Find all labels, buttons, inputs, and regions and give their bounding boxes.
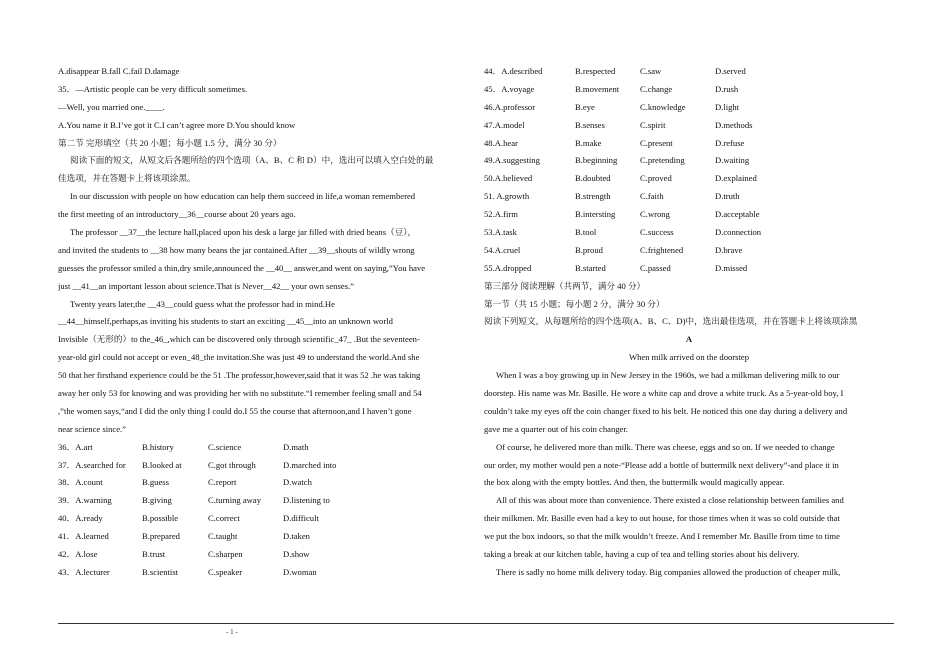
question-option-a: 44．A.described: [484, 66, 543, 76]
passage-line: When I was a boy growing up in New Jersey in the 1960s, we had a milkman delivering milk to our: [496, 370, 840, 381]
option-row: [58, 546, 470, 564]
option-row: [484, 206, 894, 224]
cloze-text-line: ,”the women says,“and I did the only thing I could do.I 55 the course that afternoon,and I haven’t gone: [58, 405, 412, 416]
option-row: [484, 99, 894, 117]
passage-title: When milk arrived on the doorstep: [628, 352, 750, 363]
cloze-text-line: year-old girl could not accept or even_48_the invitation.She was just 49 to understand the world.And she: [58, 352, 420, 363]
passage-line: we put the box indoors, so that the milk wouldn’t freeze. And I remember Mr. Basille from time to time: [484, 531, 840, 542]
right-column: [484, 63, 894, 582]
reading-instructions: 阅读下列短文，从每题所给的四个选项(A、B、C、D)中，选出最佳选项，并在答题卡上将该项涂黑: [484, 316, 858, 327]
question-option-d: D.rush: [715, 83, 739, 94]
passage-line: gave me a quarter out of his coin changer.: [484, 423, 628, 434]
question-option-b: B.strength: [575, 191, 611, 202]
question-option-a: 39．A.warning: [58, 495, 112, 506]
option-row: [58, 510, 470, 528]
cloze-text-line: __44__himself,perhaps,as inviting his students to start an exciting __45__into an unknown world: [58, 316, 393, 327]
question-option-d: D.math: [283, 441, 309, 452]
question-option-d: D.explained: [715, 173, 757, 184]
question-option-d: D.refuse: [715, 137, 745, 148]
option-row: [484, 63, 894, 81]
question-option-a: 40．A.ready: [58, 513, 103, 524]
question-option-b: B.possible: [142, 513, 179, 524]
question-option-a: 55.A.dropped: [484, 262, 532, 273]
question-option-a: 42．A.lose: [58, 549, 98, 560]
left-options-list: [58, 439, 470, 582]
question-option-b: B.make: [575, 137, 602, 148]
cloze-text-line: Invisible（无形的）to the_46_,which can be discovered only through scientific_47_ .But the seventeen-: [58, 334, 420, 345]
question-option-b: B.history: [142, 441, 174, 452]
question-option-c: C.got through: [208, 459, 256, 470]
cloze-instructions-1: 阅读下面的短文，从短文后各题所给的四个选项（A、B、C 和 D）中，选出可以填入空白处的最: [70, 155, 434, 166]
cloze-text-line: the first meeting of an introductory__36__course about 20 years ago.: [58, 209, 296, 220]
passage-line: All of this was about more than convenience. There existed a close relationship between families and: [496, 495, 844, 506]
option-row: [58, 439, 470, 457]
passage-line: the box along with the empty bottles. And then, the buttermilk would magically appear.: [484, 477, 785, 488]
question-option-c: C.wrong: [640, 209, 670, 220]
question-option-d: D.difficult: [283, 513, 319, 524]
cloze-text-line: guesses the professor smiled a thin,dry smile,announced the __40__ answer,and went on saying,”You have: [58, 262, 426, 273]
question-option-d: D.served: [715, 66, 746, 76]
question-option-b: B.respected: [575, 66, 616, 76]
question-option-d: D.watch: [283, 477, 312, 488]
cloze-text-line: Twenty years later,the __43__could guess what the professor had in mind.He: [70, 298, 335, 309]
cloze-text-line: just __41__an important lesson about science.That is Never__42__ your own senses.”: [58, 280, 354, 291]
question-option-b: B.guess: [142, 477, 169, 488]
cloze-text-line: 50 that her firsthand experience could be the 51 .The professor,however,said that it was 52 .he was taking: [58, 370, 421, 381]
option-row: [484, 242, 894, 260]
option-row: [484, 188, 894, 206]
question-option-c: C.success: [640, 227, 674, 238]
question-option-c: C.spirit: [640, 119, 666, 130]
question-option-d: D.truth: [715, 191, 740, 202]
question-option-d: D.listening to: [283, 495, 330, 506]
question-option-c: C.sharpen: [208, 549, 243, 560]
question-option-c: C.faith: [640, 191, 664, 202]
cloze-text-line: away her only 53 for knowing and was providing her with no substitute.“I remember feeling small and 54: [58, 388, 422, 399]
option-row: [484, 152, 894, 170]
question-option-c: C.proved: [640, 173, 672, 184]
question-option-c: C.science: [208, 441, 242, 452]
question-option-b: B.proud: [575, 244, 603, 255]
question-option-d: D.methods: [715, 119, 753, 130]
subsection-heading: 第一节（共 15 小题；每小题 2 分，满分 30 分）: [484, 298, 665, 309]
question-option-d: D.woman: [283, 566, 317, 577]
passage-line: their milkmen. Mr. Basille even had a key to out house, for those times when it was so cold outside that: [484, 513, 840, 524]
question-option-a: 37．A.searched for: [58, 459, 126, 470]
question-option-a: 53.A.task: [484, 227, 517, 238]
question-option-a: 54.A.cruel: [484, 244, 521, 255]
option-row: [484, 81, 894, 99]
question-option-b: B.intersting: [575, 209, 616, 220]
question-option-c: C.change: [640, 83, 673, 94]
q35-reply: —Well, you married one.____.: [58, 101, 165, 112]
question-option-b: B.movement: [575, 83, 620, 94]
passage-line: There is sadly no home milk delivery today. Big companies allowed the production of cheaper milk,: [496, 566, 841, 577]
question-option-b: B.tool: [575, 227, 597, 238]
question-option-d: D.waiting: [715, 155, 750, 166]
question-option-d: D.connection: [715, 227, 762, 238]
question-option-c: C.taught: [208, 531, 238, 542]
passage-line: doorstep. His name was Mr. Basille. He wore a white cap and drove a white truck. As a 5-year-old boy, I: [484, 388, 844, 399]
question-option-a: 49.A.suggesting: [484, 155, 540, 166]
question-option-c: C.correct: [208, 513, 240, 524]
question-option-b: B.looked at: [142, 459, 182, 470]
question-option-b: B.started: [575, 262, 606, 273]
q35-prompt: 35．—Artistic people can be very difficult sometimes.: [58, 83, 248, 94]
option-row: [484, 135, 894, 153]
question-option-a: 46.A.professor: [484, 101, 536, 112]
question-option-a: 41．A.learned: [58, 531, 109, 542]
question-option-b: B.scientist: [142, 566, 179, 577]
question-option-d: D.missed: [715, 262, 748, 273]
question-option-b: B.senses: [575, 119, 605, 130]
option-row: [58, 564, 470, 582]
question-option-b: B.prepared: [142, 531, 180, 542]
question-option-c: C.speaker: [208, 566, 243, 577]
question-option-a: 43．A.lecturer: [58, 566, 110, 577]
question-option-a: 51. A.growth: [484, 191, 530, 202]
section-heading-reading: 第三部分 阅读理解（共两节，满分 40 分）: [484, 280, 646, 291]
question-option-c: C.saw: [640, 66, 662, 76]
footer-divider: [58, 623, 894, 624]
cloze-instructions-2: 佳选项，并在答题卡上将该项涂黑。: [58, 173, 196, 184]
question-option-a: 47.A.model: [484, 119, 525, 130]
question-option-a: 50.A.believed: [484, 173, 533, 184]
question-option-d: D.show: [283, 549, 310, 560]
option-row: [58, 474, 470, 492]
option-row: [484, 224, 894, 242]
question-option-b: B.trust: [142, 549, 166, 560]
question-option-b: B.eye: [575, 101, 595, 112]
passage-line: Of course, he delivered more than milk. There was cheese, eggs and so on. If we needed to change: [496, 441, 835, 452]
cloze-text-line: near science since.”: [58, 423, 126, 434]
question-option-d: D.taken: [283, 531, 310, 542]
passage-label: A: [685, 334, 693, 345]
section-heading-cloze: 第二节 完形填空（共 20 小题；每小题 1.5 分，满分 30 分）: [58, 137, 282, 148]
question-option-a: 36．A.art: [58, 441, 93, 452]
question-option-d: D.marched into: [283, 459, 337, 470]
question-option-b: B.doubted: [575, 173, 611, 184]
cloze-text-line: The professor __37__the lecture hall,placed upon his desk a large jar filled with dried beans（豆），: [70, 227, 417, 238]
question-option-c: C.passed: [640, 262, 671, 273]
question-option-a: 52.A.firm: [484, 209, 518, 220]
cloze-text-line: and invited the students to __38 how many beans the jar contained.After __39__shouts of wildly wrong: [58, 244, 415, 255]
option-row: [484, 117, 894, 135]
question-option-c: C.present: [640, 137, 673, 148]
question-option-c: C.pretending: [640, 155, 685, 166]
cloze-text-line: In our discussion with people on how education can help them succeed in life,a woman remembered: [70, 191, 416, 202]
page-number: - 1 -: [226, 628, 238, 636]
q35-options: A.You name it B.I’ve got it C.I can’t agree more D.You should know: [58, 119, 296, 130]
passage-line: our order, my mother would pen a note-“Please add a bottle of buttermilk next delivery”-and place it in: [484, 459, 839, 470]
question-option-d: D.light: [715, 101, 740, 112]
right-options-list: [484, 63, 894, 278]
q34-options: A.disappear B.fall C.fail D.damage: [58, 66, 180, 76]
question-option-c: C.turning away: [208, 495, 261, 506]
option-row: [484, 260, 894, 278]
question-option-a: 48.A.hear: [484, 137, 518, 148]
option-row: [58, 457, 470, 475]
passage-line: taking a break at our kitchen table, having a cup of tea and telling stories about his delivery.: [484, 549, 800, 560]
question-option-c: C.report: [208, 477, 237, 488]
option-row: [58, 492, 470, 510]
question-option-a: 45．A.voyage: [484, 83, 535, 94]
option-row: [58, 528, 470, 546]
left-column: [58, 63, 470, 582]
question-option-c: C.knowledge: [640, 101, 686, 112]
question-option-a: 38．A.count: [58, 477, 103, 488]
option-row: [484, 170, 894, 188]
passage-line: couldn’t take my eyes off the coin changer fixed to his belt. He noticed this one day during a delivery and: [484, 405, 848, 416]
question-option-b: B.giving: [142, 495, 172, 506]
question-option-c: C.frightened: [640, 244, 684, 255]
question-option-b: B.beginning: [575, 155, 618, 166]
question-option-d: D.brave: [715, 244, 743, 255]
question-option-d: D.acceptable: [715, 209, 760, 220]
